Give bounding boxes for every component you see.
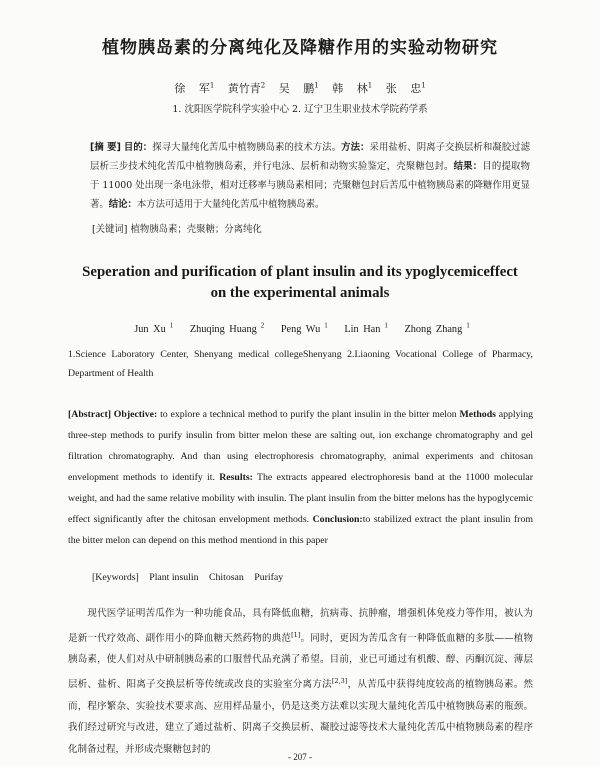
author-cn: 张 忠$^1$ xyxy=(385,81,426,95)
chinese-abstract xyxy=(90,138,530,214)
author-cn: 黄竹青$^2$ xyxy=(227,81,266,95)
chinese-authors xyxy=(0,80,600,96)
chinese-keywords xyxy=(92,221,532,235)
english-affiliation: 1.Science Laboratory Center, Shenyang medical collegeShenyang 2.Liaoning Vocational College of Pharmacy, Department of Health xyxy=(68,349,533,379)
keywords-cn: 植物胰岛素；壳聚糖；分离纯化 xyxy=(130,224,262,235)
conclusion-label-en: Conclusion: xyxy=(312,514,363,525)
english-title-line1: Seperation and purification of plant insulin and its ypoglycemiceffect xyxy=(82,264,518,280)
abstract-label-cn: [摘 要] xyxy=(90,142,121,153)
keyword-en: Chitosan xyxy=(208,572,244,583)
author-en: Zhuqing Huang $^2$ xyxy=(189,322,265,336)
objective-en: to explore a technical method to purify the plant insulin in the bitter melon xyxy=(160,409,457,420)
author-en: Peng Wu $^1$ xyxy=(280,322,328,336)
results-en: The extracts appeared electrophoresis band at the 11000 molecular weight, and had the same relative mobility with insulin. The plant insulin from the bitter melons has the hypoglycemic effect significantly after the chitosan envelopment methods. xyxy=(68,472,533,525)
author-cn: 吴 鹏$^1$ xyxy=(278,81,319,95)
conclusion-label-cn: 结论： xyxy=(108,199,137,210)
results-label-cn: 结果： xyxy=(453,161,483,172)
english-title-line2: on the experimental animals xyxy=(210,285,390,301)
keyword-en: Plant insulin xyxy=(149,572,199,583)
results-label-en: Results: xyxy=(219,472,253,483)
chinese-title: 植物胰岛素的分离纯化及降糖作用的实验动物研究 xyxy=(102,38,498,58)
author-cn: 韩 林$^1$ xyxy=(332,81,373,95)
methods-cn: 采用盐析、阴离子交换层析和凝胶过滤层析三步技术纯化苦瓜中植物胰岛素，并行电泳、层析和动物实验鉴定，壳聚糖包封。 xyxy=(90,142,530,172)
author-cn: 徐 军$^1$ xyxy=(174,81,215,95)
body-paragraph: 现代医学证明苦瓜作为一种功能食品，具有降低血糖，抗病毒、抗肿瘤，增强机体免疫力等作用，被认为是新一代疗效高、副作用小的降血糖天然药物的典范[1]。同时，更因为苦瓜含有一种降低血糖的多肽——植物胰岛素，使人们对从中研制胰岛素的口服替代品充满了希望。目前，业已可通过有机酸、醇、丙酮沉淀、薄层层析、盐析、阳离子交换层析等传统或改良的实验室分离方法[2,3]，从苦瓜中获得纯度较高的植物胰岛素。然而，程序繁杂、实验技术要求高、应用样品量小，仍是这类方法难以实现大量纯化苦瓜中植物胰岛素的瓶颈。我们经过研究与改进，建立了通过盐析、阴离子交换层析、凝胶过滤等技术大量纯化苦瓜中植物胰岛素的程序化制备过程，并形成壳聚糖包封的 xyxy=(68,608,533,755)
page-number: - 207 - xyxy=(288,752,312,762)
keywords-label-cn: [关键词] xyxy=(92,224,128,235)
methods-label-en: Methods xyxy=(459,409,496,420)
keyword-en: Purifay xyxy=(254,572,284,583)
objective-cn: 探寻大量纯化苦瓜中植物胰岛素的技术方法。 xyxy=(152,142,342,153)
conclusion-en: to stabilized extract the plant insulin from the bitter melon can depend on this method mentiond in this paper xyxy=(68,514,533,546)
author-en: Lin Han $^1$ xyxy=(344,322,388,336)
author-en: Jun Xu $^1$ xyxy=(134,322,174,336)
citation-ref: [1] xyxy=(291,630,301,639)
results-cn: 目的提取物于 11000 处出现一条电泳带，相对迁移率与胰岛素相同；壳聚糖包封后苦瓜中植物胰岛素的降糖作用更显著。 xyxy=(90,161,530,210)
english-keywords xyxy=(92,572,291,583)
methods-en: applying three-step methods to purify insulin from bitter melon these are salting out, ion exchange chromatography and gel filtration chromatography. And than using electrophoresis chromatography, animal experiments and chitosan envelopment methods to identify it. xyxy=(68,409,534,483)
objective-label-en: Objective: xyxy=(113,409,158,420)
author-en: Zhong Zhang $^1$ xyxy=(404,322,470,336)
english-authors xyxy=(0,322,600,335)
citation-ref: [2,3] xyxy=(331,676,348,685)
conclusion-cn: 本方法可适用于大量纯化苦瓜中植物胰岛素。 xyxy=(136,199,325,210)
keywords-label-en: [Keywords] xyxy=(92,572,139,583)
english-abstract xyxy=(68,404,533,551)
abstract-label-en: [Abstract] xyxy=(68,409,111,420)
methods-label-cn: 方法： xyxy=(341,142,370,153)
chinese-affiliation: 1. 沈阳医学院科学实验中心 2. 辽宁卫生职业技术学院药学系 xyxy=(172,104,428,115)
objective-label-cn: 目的： xyxy=(123,142,153,153)
english-title xyxy=(0,262,600,304)
